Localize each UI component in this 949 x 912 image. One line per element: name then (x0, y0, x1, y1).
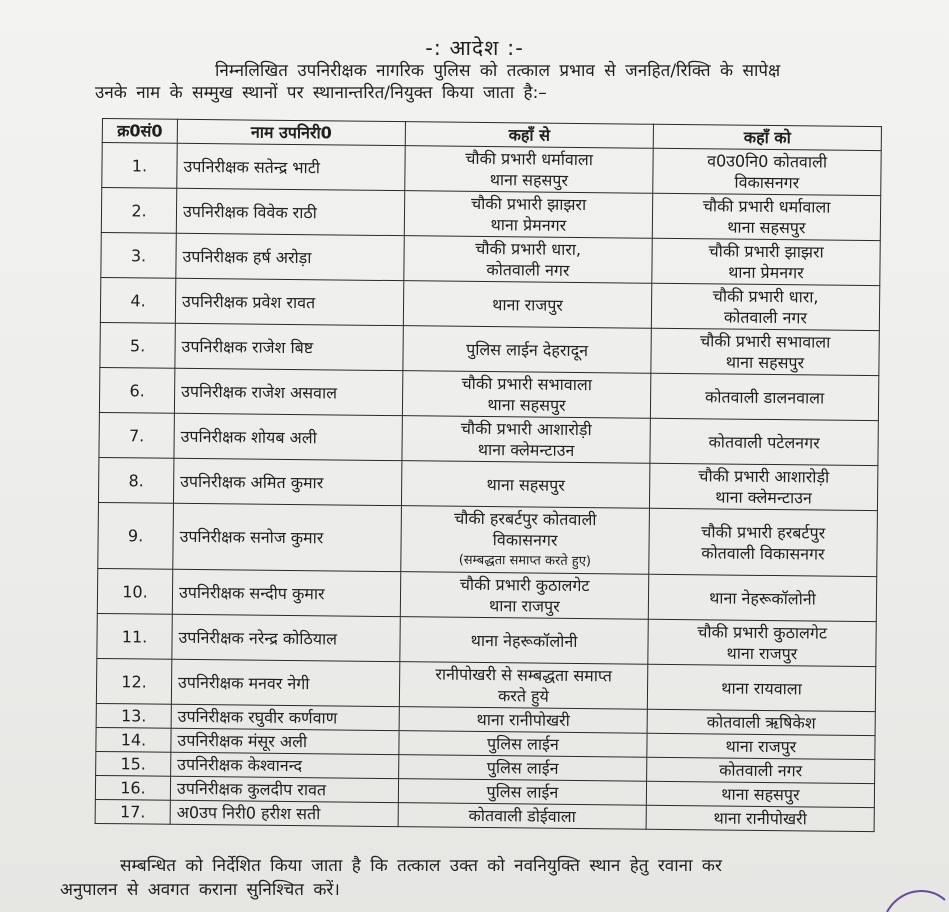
serial-cell: 12. (96, 658, 171, 704)
to-posting-line: थाना राजपुर (726, 643, 798, 664)
from-posting-cell (403, 281, 651, 329)
serial-cell: 3. (101, 232, 176, 278)
from-posting-line: चौकी प्रभारी धर्मावाला (465, 148, 594, 170)
intro-line-1: निम्नलिखित उपनिरीक्षक नागरिक पुलिस को तत्काल प्रभाव से जनहित/रिक्ति के सापेक्ष (215, 61, 781, 81)
officer-name-cell: अ0उप निरी0 हरीश सती (170, 800, 398, 826)
to-posting-cell (648, 574, 876, 621)
to-posting-line: विकासनगर (734, 172, 800, 193)
officer-name-cell: उपनिरीक्षक मनवर नेगी (171, 659, 399, 706)
table-row (101, 232, 880, 285)
officer-name-cell: उपनिरीक्षक सन्दीप कुमार (172, 569, 400, 616)
from-posting-cell (399, 731, 647, 758)
to-posting-line: कोतवाली ऋषिकेश (706, 712, 816, 733)
to-posting-cell (651, 283, 879, 330)
to-posting-line: थाना राजपुर (725, 736, 797, 757)
to-posting-line: चौकी प्रभारी धारा, (712, 286, 819, 307)
officer-name-cell: उपनिरीक्षक रघुवीर कर्णवाण (171, 704, 399, 730)
table-row (102, 143, 881, 196)
from-posting-cell (398, 779, 646, 806)
serial-cell: 16. (95, 775, 170, 800)
serial-cell: 2. (101, 188, 176, 234)
to-posting-cell (647, 664, 875, 711)
from-posting-line: विकासनगर (492, 530, 558, 550)
officer-name-cell: उपनिरीक्षक प्रवेश रावत (175, 278, 403, 325)
to-posting-line: चौकी प्रभारी कुठालगेट (697, 622, 828, 643)
from-posting-cell (403, 326, 651, 374)
from-posting-cell (400, 617, 648, 665)
from-posting-line: चौकी प्रभारी कुठालगेट (459, 574, 590, 596)
to-posting-cell (651, 328, 879, 375)
from-posting-line: रानीपोखरी से सम्बद्धता समाप्त (435, 664, 613, 686)
to-posting-cell (647, 757, 875, 783)
officer-name-cell: उपनिरीक्षक केश्वानन्द (171, 752, 399, 778)
from-posting-line: चौकी प्रभारी झाझरा (470, 193, 587, 215)
from-posting-line: चौकी हरबर्टपुर कोतवाली (454, 508, 597, 530)
from-posting-line: पुलिस लाईन (487, 734, 559, 754)
from-posting-line: चौकी प्रभारी धारा, (475, 238, 582, 260)
to-posting-line: थाना सहसपुर (721, 784, 800, 805)
from-posting-line: पुलिस लाईन (486, 782, 559, 802)
to-posting-line: कोतवाली पटेलनगर (708, 431, 820, 453)
to-posting-line: थाना सहसपुर (727, 217, 806, 238)
table-row (101, 188, 880, 241)
serial-cell: 8. (98, 457, 173, 503)
table-row (98, 502, 878, 576)
to-posting-line: थाना प्रेमनगर (728, 262, 804, 283)
to-posting-cell (649, 463, 877, 510)
serial-cell: 13. (96, 703, 171, 728)
from-posting-cell (399, 707, 647, 734)
from-posting-cell (401, 506, 650, 575)
from-posting-line: थाना प्रेमनगर (490, 215, 567, 235)
table-row (97, 613, 876, 666)
from-posting-line: थाना सहसपुर (487, 395, 566, 415)
footer-line-1: सम्बन्धित को निर्देशित किया जाता है कि तत्काल उक्त को नवनियुक्ति स्थान हेतु रवाना कर (120, 856, 722, 876)
serial-cell: 1. (102, 143, 177, 189)
to-posting-cell (647, 733, 875, 759)
officer-name-cell: उपनिरीक्षक सतेन्द्र भाटी (177, 143, 405, 190)
officer-name-cell: उपनिरीक्षक शोयब अली (174, 413, 402, 460)
from-posting-line: चौकी प्रभारी आशारोड़ी (460, 418, 592, 440)
from-posting-line: थाना सहसपुर (489, 170, 569, 190)
from-posting-line: कोतवाली नगर (486, 260, 570, 280)
from-posting-line: थाना रानीपोखरी (476, 709, 570, 730)
to-posting-cell (647, 709, 875, 735)
from-posting-line: कोतवाली डोईवाला (468, 805, 576, 826)
from-posting-line: पुलिस लाईन (486, 758, 559, 778)
from-posting-cell (404, 236, 652, 284)
to-posting-line: थाना क्लेमन्टाउन (715, 487, 812, 508)
intro-line-2: उनके नाम के सम्मुख स्थानों पर स्थानान्तरित/नियुक्त किया जाता है:– (95, 83, 547, 103)
header-serial: क्र0सं0 (102, 119, 177, 144)
to-posting-line: व0उ0नि0 कोतवाली (707, 151, 828, 172)
transfer-table (95, 118, 882, 832)
to-posting-cell (646, 805, 874, 831)
officer-name-cell: उपनिरीक्षक राजेश बिष्ट (175, 323, 403, 370)
officer-name-cell: उपनिरीक्षक राजेश असवाल (174, 368, 402, 415)
officer-name-cell: उपनिरीक्षक नरेन्द्र कोठियाल (172, 614, 400, 661)
from-posting-cell (399, 755, 647, 782)
to-posting-line: थाना रायवाला (721, 678, 802, 698)
to-posting-line: चौकी प्रभारी आशारोड़ी (698, 466, 830, 487)
header-from: कहाँ से (405, 122, 653, 149)
table-row (98, 457, 877, 510)
officer-name-cell: उपनिरीक्षक सनोज कुमार (173, 503, 402, 571)
to-posting-line: चौकी प्रभारी झाझरा (708, 241, 824, 262)
to-posting-line: थाना रानीपोखरी (713, 808, 807, 829)
from-posting-cell (401, 461, 649, 509)
to-posting-cell (652, 238, 880, 285)
to-posting-line: चौकी प्रभारी धर्मावाला (702, 196, 831, 217)
table-row (99, 367, 878, 420)
to-posting-line: कोतवाली नगर (723, 307, 808, 328)
intro-paragraph (95, 60, 885, 104)
to-posting-cell (648, 619, 876, 666)
header-name: नाम उपनिरी0 (177, 119, 405, 145)
table-row (100, 277, 879, 330)
from-posting-cell (400, 572, 648, 620)
from-posting-cell (399, 662, 647, 710)
to-posting-line: थाना सहसपुर (725, 352, 805, 373)
to-posting-line: कोतवाली विकासनगर (701, 542, 825, 564)
serial-cell: 4. (100, 277, 175, 323)
table-row (100, 322, 879, 375)
serial-cell: 5. (100, 322, 175, 368)
to-posting-line: कोतवाली नगर (719, 760, 803, 781)
serial-cell: 11. (97, 613, 172, 659)
serial-cell: 14. (96, 727, 171, 752)
officer-name-cell: उपनिरीक्षक हर्ष अरोड़ा (176, 233, 404, 280)
serial-cell: 15. (96, 751, 171, 776)
from-posting-line: चौकी प्रभारी सभावाला (461, 373, 593, 395)
from-posting-cell (398, 803, 646, 830)
from-posting-line: थाना क्लेमन्टाउन (477, 439, 575, 460)
from-posting-line: करते हुये (497, 686, 549, 706)
footer-paragraph (60, 854, 920, 902)
order-title: -: आदेश :- (425, 36, 524, 60)
to-posting-line: कोतवाली डालनवाला (704, 386, 825, 408)
to-posting-cell (650, 373, 878, 420)
officer-name-cell: उपनिरीक्षक अमित कुमार (173, 458, 401, 505)
serial-cell: 17. (95, 799, 170, 824)
serial-cell: 9. (98, 502, 174, 569)
to-posting-line: थाना नेहरूकॉलोनी (709, 587, 816, 609)
from-posting-line: थाना राजपुर (492, 294, 563, 315)
to-posting-line: चौकी प्रभारी हरबर्टपुर (701, 521, 826, 543)
to-posting-line: चौकी प्रभारी सभावाला (699, 331, 831, 352)
from-posting-cell (402, 416, 650, 464)
officer-name-cell: उपनिरीक्षक मंसूर अली (171, 728, 399, 754)
from-posting-line: थाना राजपुर (488, 596, 560, 616)
attachment-note: (सम्बद्धता समाप्त करते हुए) (458, 552, 592, 570)
serial-cell: 7. (99, 412, 174, 458)
from-posting-line: पुलिस लाईन देहरादून (466, 339, 589, 360)
header-to: कहाँ को (653, 124, 881, 150)
to-posting-cell (650, 418, 878, 465)
officer-name-cell: उपनिरीक्षक कुलदीप रावत (170, 776, 398, 802)
to-posting-cell (649, 508, 878, 576)
from-posting-line: थाना नेहरूकॉलोनी (470, 630, 578, 651)
serial-cell: 6. (99, 367, 174, 413)
from-posting-line: थाना सहसपुर (486, 474, 565, 495)
officer-name-cell: उपनिरीक्षक विवेक राठी (176, 188, 404, 235)
to-posting-cell (652, 193, 880, 240)
to-posting-cell (646, 781, 874, 807)
pen-mark-icon (879, 884, 949, 912)
table-row (97, 568, 876, 621)
from-posting-cell (405, 146, 653, 194)
from-posting-cell (402, 371, 650, 419)
from-posting-cell (404, 191, 652, 239)
serial-cell: 10. (97, 568, 172, 614)
to-posting-cell (653, 148, 881, 195)
footer-line-2: अनुपालन से अवगत कराना सुनिश्चित करें। (60, 880, 340, 900)
table-row (99, 412, 878, 465)
table-row (96, 658, 875, 711)
